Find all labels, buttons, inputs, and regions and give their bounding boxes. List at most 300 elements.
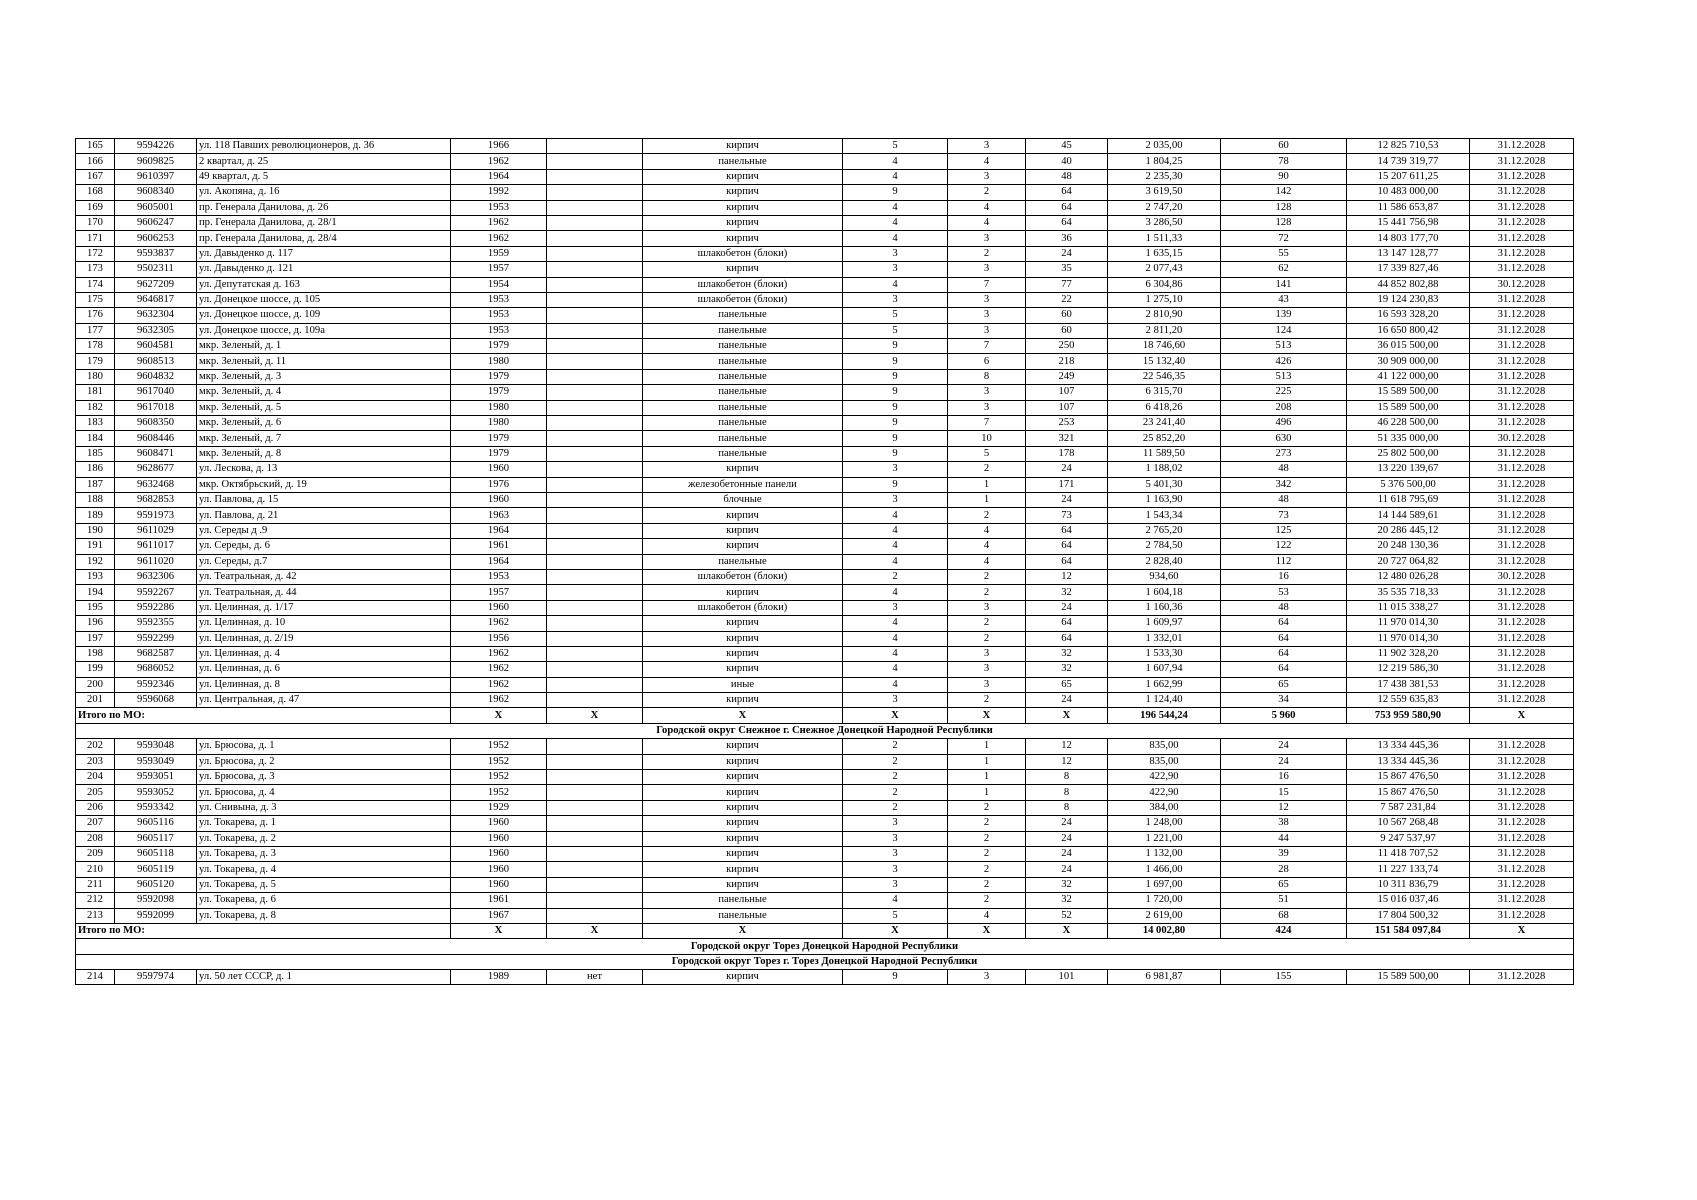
cell-residents: 72 bbox=[1221, 231, 1347, 246]
cell-address: 49 квартал, д. 5 bbox=[197, 169, 451, 184]
table-row bbox=[76, 631, 1574, 646]
cell-cost: 12 480 026,28 bbox=[1347, 569, 1470, 584]
cell-residents: 90 bbox=[1221, 169, 1347, 184]
table-row bbox=[76, 308, 1574, 323]
cell-flag bbox=[547, 569, 643, 584]
cell-year-built: 1953 bbox=[451, 292, 547, 307]
cell-floors: 3 bbox=[843, 862, 948, 877]
table-row bbox=[76, 477, 1574, 492]
cell-wall-material: кирпич bbox=[643, 539, 843, 554]
cell-building-id: 9682853 bbox=[115, 492, 197, 507]
cell-wall-material: панельные bbox=[643, 369, 843, 384]
cell-row-number: 209 bbox=[76, 846, 115, 861]
cell-cost: 15 867 476,50 bbox=[1347, 785, 1470, 800]
table-row bbox=[76, 369, 1574, 384]
cell-address: пр. Генерала Данилова, д. 28/4 bbox=[197, 231, 451, 246]
cell-building-id: 9502311 bbox=[115, 262, 197, 277]
cell-address: ул. 118 Павших революционеров, д. 36 bbox=[197, 139, 451, 154]
cell-deadline: 31.12.2028 bbox=[1470, 462, 1574, 477]
cell-wall-material: блочные bbox=[643, 492, 843, 507]
table-row bbox=[76, 323, 1574, 338]
cell-flag bbox=[547, 262, 643, 277]
cell-flag bbox=[547, 677, 643, 692]
cell-cost: 10 567 268,48 bbox=[1347, 816, 1470, 831]
table-row bbox=[76, 739, 1574, 754]
cell-apartments: 321 bbox=[1026, 431, 1108, 446]
cell-deadline: 31.12.2028 bbox=[1470, 369, 1574, 384]
cell-year-built: 1962 bbox=[451, 154, 547, 169]
cell-building-id: 9605118 bbox=[115, 846, 197, 861]
cell-building-id: 9592346 bbox=[115, 677, 197, 692]
cell-flag bbox=[547, 492, 643, 507]
total-cell: 151 584 097,84 bbox=[1347, 923, 1470, 938]
cell-residents: 225 bbox=[1221, 385, 1347, 400]
cell-entrances: 7 bbox=[948, 277, 1026, 292]
cell-year-built: 1979 bbox=[451, 431, 547, 446]
cell-row-number: 170 bbox=[76, 215, 115, 230]
table-row bbox=[76, 754, 1574, 769]
cell-year-built: 1957 bbox=[451, 585, 547, 600]
cell-wall-material: шлакобетон (блоки) bbox=[643, 569, 843, 584]
cell-entrances: 3 bbox=[948, 169, 1026, 184]
cell-cost: 11 970 014,30 bbox=[1347, 616, 1470, 631]
cell-residents: 124 bbox=[1221, 323, 1347, 338]
cell-residents: 142 bbox=[1221, 185, 1347, 200]
cell-entrances: 7 bbox=[948, 416, 1026, 431]
cell-deadline: 31.12.2028 bbox=[1470, 662, 1574, 677]
table-row bbox=[76, 893, 1574, 908]
cell-wall-material: кирпич bbox=[643, 585, 843, 600]
cell-year-built: 1979 bbox=[451, 385, 547, 400]
cell-wall-material: панельные bbox=[643, 308, 843, 323]
cell-building-id: 9608471 bbox=[115, 446, 197, 461]
cell-year-built: 1954 bbox=[451, 277, 547, 292]
cell-row-number: 203 bbox=[76, 754, 115, 769]
cell-cost: 14 739 319,77 bbox=[1347, 154, 1470, 169]
cell-building-id: 9617018 bbox=[115, 400, 197, 415]
cell-apartments: 107 bbox=[1026, 400, 1108, 415]
cell-cost: 15 441 756,98 bbox=[1347, 215, 1470, 230]
cell-wall-material: кирпич bbox=[643, 739, 843, 754]
cell-residents: 39 bbox=[1221, 846, 1347, 861]
total-cell: X bbox=[843, 923, 948, 938]
cell-address: ул. Целинная, д. 1/17 bbox=[197, 600, 451, 615]
cell-flag bbox=[547, 846, 643, 861]
cell-floors: 4 bbox=[843, 585, 948, 600]
cell-year-built: 1980 bbox=[451, 416, 547, 431]
cell-address: ул. Токарева, д. 1 bbox=[197, 816, 451, 831]
cell-apartments: 218 bbox=[1026, 354, 1108, 369]
cell-entrances: 1 bbox=[948, 739, 1026, 754]
cell-wall-material: кирпич bbox=[643, 754, 843, 769]
cell-cost: 12 219 586,30 bbox=[1347, 662, 1470, 677]
total-cell: X bbox=[547, 923, 643, 938]
table-row bbox=[76, 862, 1574, 877]
cell-entrances: 3 bbox=[948, 139, 1026, 154]
cell-residents: 16 bbox=[1221, 770, 1347, 785]
cell-wall-material: кирпич bbox=[643, 200, 843, 215]
cell-address: ул. Токарева, д. 4 bbox=[197, 862, 451, 877]
cell-residents: 128 bbox=[1221, 200, 1347, 215]
cell-building-id: 9605120 bbox=[115, 877, 197, 892]
cell-area: 384,00 bbox=[1108, 800, 1221, 815]
cell-building-id: 9592299 bbox=[115, 631, 197, 646]
cell-entrances: 2 bbox=[948, 846, 1026, 861]
cell-year-built: 1957 bbox=[451, 262, 547, 277]
cell-flag bbox=[547, 308, 643, 323]
cell-row-number: 207 bbox=[76, 816, 115, 831]
cell-entrances: 2 bbox=[948, 800, 1026, 815]
cell-residents: 513 bbox=[1221, 339, 1347, 354]
cell-residents: 68 bbox=[1221, 908, 1347, 923]
cell-row-number: 185 bbox=[76, 446, 115, 461]
cell-building-id: 9611020 bbox=[115, 554, 197, 569]
cell-floors: 4 bbox=[843, 631, 948, 646]
cell-residents: 60 bbox=[1221, 139, 1347, 154]
cell-row-number: 177 bbox=[76, 323, 115, 338]
cell-flag bbox=[547, 446, 643, 461]
cell-apartments: 45 bbox=[1026, 139, 1108, 154]
cell-building-id: 9591973 bbox=[115, 508, 197, 523]
cell-flag bbox=[547, 600, 643, 615]
cell-deadline: 31.12.2028 bbox=[1470, 877, 1574, 892]
cell-row-number: 171 bbox=[76, 231, 115, 246]
cell-entrances: 2 bbox=[948, 877, 1026, 892]
table-row bbox=[76, 585, 1574, 600]
cell-building-id: 9611017 bbox=[115, 539, 197, 554]
table-row bbox=[76, 800, 1574, 815]
cell-row-number: 199 bbox=[76, 662, 115, 677]
cell-flag bbox=[547, 739, 643, 754]
cell-cost: 25 802 500,00 bbox=[1347, 446, 1470, 461]
cell-deadline: 31.12.2028 bbox=[1470, 816, 1574, 831]
cell-wall-material: кирпич bbox=[643, 631, 843, 646]
cell-area: 25 852,20 bbox=[1108, 431, 1221, 446]
cell-entrances: 3 bbox=[948, 292, 1026, 307]
cell-address: ул. Середы, д.7 bbox=[197, 554, 451, 569]
cell-address: ул. Павлова, д. 15 bbox=[197, 492, 451, 507]
cell-deadline: 31.12.2028 bbox=[1470, 862, 1574, 877]
cell-floors: 4 bbox=[843, 523, 948, 538]
cell-floors: 9 bbox=[843, 385, 948, 400]
cell-entrances: 4 bbox=[948, 539, 1026, 554]
cell-entrances: 3 bbox=[948, 323, 1026, 338]
cell-cost: 7 587 231,84 bbox=[1347, 800, 1470, 815]
cell-year-built: 1960 bbox=[451, 846, 547, 861]
cell-residents: 342 bbox=[1221, 477, 1347, 492]
cell-year-built: 1964 bbox=[451, 554, 547, 569]
cell-apartments: 60 bbox=[1026, 323, 1108, 338]
cell-address: ул. Акопяна, д. 16 bbox=[197, 185, 451, 200]
cell-wall-material: кирпич bbox=[643, 215, 843, 230]
cell-cost: 30 909 000,00 bbox=[1347, 354, 1470, 369]
cell-entrances: 2 bbox=[948, 816, 1026, 831]
cell-entrances: 1 bbox=[948, 477, 1026, 492]
cell-floors: 9 bbox=[843, 400, 948, 415]
total-cell: 424 bbox=[1221, 923, 1347, 938]
cell-entrances: 7 bbox=[948, 339, 1026, 354]
section-header bbox=[76, 939, 1574, 954]
cell-residents: 53 bbox=[1221, 585, 1347, 600]
subsection-title: Городской округ Торез г. Торез Донецкой Народной Республики bbox=[76, 954, 1574, 969]
cell-cost: 11 586 653,87 bbox=[1347, 200, 1470, 215]
cell-entrances: 2 bbox=[948, 585, 1026, 600]
cell-year-built: 1959 bbox=[451, 246, 547, 261]
table-row bbox=[76, 200, 1574, 215]
cell-floors: 9 bbox=[843, 477, 948, 492]
cell-wall-material: шлакобетон (блоки) bbox=[643, 292, 843, 307]
cell-row-number: 180 bbox=[76, 369, 115, 384]
cell-row-number: 167 bbox=[76, 169, 115, 184]
cell-wall-material: кирпич bbox=[643, 231, 843, 246]
cell-deadline: 31.12.2028 bbox=[1470, 754, 1574, 769]
cell-deadline: 31.12.2028 bbox=[1470, 354, 1574, 369]
cell-area: 2 810,90 bbox=[1108, 308, 1221, 323]
cell-flag bbox=[547, 400, 643, 415]
cell-apartments: 8 bbox=[1026, 770, 1108, 785]
cell-apartments: 24 bbox=[1026, 462, 1108, 477]
cell-apartments: 8 bbox=[1026, 785, 1108, 800]
cell-year-built: 1929 bbox=[451, 800, 547, 815]
cell-address: мкр. Зеленый, д. 8 bbox=[197, 446, 451, 461]
cell-area: 6 304,86 bbox=[1108, 277, 1221, 292]
cell-flag bbox=[547, 816, 643, 831]
cell-row-number: 188 bbox=[76, 492, 115, 507]
cell-residents: 48 bbox=[1221, 600, 1347, 615]
cell-entrances: 4 bbox=[948, 215, 1026, 230]
cell-floors: 5 bbox=[843, 908, 948, 923]
cell-flag bbox=[547, 893, 643, 908]
cell-floors: 3 bbox=[843, 462, 948, 477]
cell-building-id: 9593051 bbox=[115, 770, 197, 785]
cell-area: 1 662,99 bbox=[1108, 677, 1221, 692]
total-cell: 753 959 580,90 bbox=[1347, 708, 1470, 723]
cell-flag bbox=[547, 339, 643, 354]
cell-apartments: 250 bbox=[1026, 339, 1108, 354]
cell-year-built: 1960 bbox=[451, 600, 547, 615]
table-row bbox=[76, 816, 1574, 831]
cell-area: 11 589,50 bbox=[1108, 446, 1221, 461]
cell-address: ул. Брюсова, д. 2 bbox=[197, 754, 451, 769]
cell-year-built: 1960 bbox=[451, 816, 547, 831]
cell-residents: 51 bbox=[1221, 893, 1347, 908]
cell-year-built: 1953 bbox=[451, 569, 547, 584]
cell-residents: 16 bbox=[1221, 569, 1347, 584]
cell-year-built: 1963 bbox=[451, 508, 547, 523]
cell-deadline: 31.12.2028 bbox=[1470, 785, 1574, 800]
cell-area: 1 221,00 bbox=[1108, 831, 1221, 846]
cell-floors: 3 bbox=[843, 831, 948, 846]
cell-address: ул. Донецкое шоссе, д. 109 bbox=[197, 308, 451, 323]
cell-row-number: 212 bbox=[76, 893, 115, 908]
cell-residents: 64 bbox=[1221, 662, 1347, 677]
cell-apartments: 64 bbox=[1026, 215, 1108, 230]
cell-deadline: 30.12.2028 bbox=[1470, 431, 1574, 446]
cell-flag bbox=[547, 200, 643, 215]
cell-address: мкр. Зеленый, д. 7 bbox=[197, 431, 451, 446]
cell-deadline: 31.12.2028 bbox=[1470, 169, 1574, 184]
table-row bbox=[76, 569, 1574, 584]
cell-wall-material: кирпич bbox=[643, 169, 843, 184]
cell-floors: 2 bbox=[843, 569, 948, 584]
cell-building-id: 9605116 bbox=[115, 816, 197, 831]
table-row bbox=[76, 554, 1574, 569]
cell-row-number: 206 bbox=[76, 800, 115, 815]
cell-wall-material: панельные bbox=[643, 431, 843, 446]
cell-flag bbox=[547, 323, 643, 338]
cell-cost: 16 593 328,20 bbox=[1347, 308, 1470, 323]
cell-address: ул. Театральная, д. 42 bbox=[197, 569, 451, 584]
cell-building-id: 9608446 bbox=[115, 431, 197, 446]
cell-floors: 3 bbox=[843, 846, 948, 861]
cell-building-id: 9604581 bbox=[115, 339, 197, 354]
cell-deadline: 31.12.2028 bbox=[1470, 477, 1574, 492]
cell-building-id: 9605119 bbox=[115, 862, 197, 877]
cell-building-id: 9592286 bbox=[115, 600, 197, 615]
cell-apartments: 107 bbox=[1026, 385, 1108, 400]
cell-apartments: 24 bbox=[1026, 693, 1108, 708]
cell-row-number: 196 bbox=[76, 616, 115, 631]
cell-flag bbox=[547, 277, 643, 292]
cell-address: мкр. Зеленый, д. 3 bbox=[197, 369, 451, 384]
cell-cost: 11 227 133,74 bbox=[1347, 862, 1470, 877]
cell-wall-material: кирпич bbox=[643, 846, 843, 861]
cell-cost: 11 970 014,30 bbox=[1347, 631, 1470, 646]
total-cell: X bbox=[643, 708, 843, 723]
cell-floors: 3 bbox=[843, 693, 948, 708]
cell-area: 835,00 bbox=[1108, 754, 1221, 769]
cell-cost: 51 335 000,00 bbox=[1347, 431, 1470, 446]
cell-building-id: 9594226 bbox=[115, 139, 197, 154]
cell-entrances: 3 bbox=[948, 646, 1026, 661]
cell-address: ул. Токарева, д. 3 bbox=[197, 846, 451, 861]
cell-wall-material: панельные bbox=[643, 893, 843, 908]
cell-area: 934,60 bbox=[1108, 569, 1221, 584]
cell-entrances: 2 bbox=[948, 246, 1026, 261]
table-row bbox=[76, 262, 1574, 277]
cell-apartments: 36 bbox=[1026, 231, 1108, 246]
cell-wall-material: панельные bbox=[643, 154, 843, 169]
cell-flag bbox=[547, 385, 643, 400]
cell-area: 3 619,50 bbox=[1108, 185, 1221, 200]
cell-entrances: 1 bbox=[948, 770, 1026, 785]
cell-floors: 9 bbox=[843, 185, 948, 200]
cell-building-id: 9632468 bbox=[115, 477, 197, 492]
cell-apartments: 249 bbox=[1026, 369, 1108, 384]
cell-area: 2 747,20 bbox=[1108, 200, 1221, 215]
table-row bbox=[76, 616, 1574, 631]
cell-residents: 64 bbox=[1221, 616, 1347, 631]
cell-row-number: 166 bbox=[76, 154, 115, 169]
cell-building-id: 9632305 bbox=[115, 323, 197, 338]
cell-floors: 4 bbox=[843, 646, 948, 661]
cell-apartments: 64 bbox=[1026, 616, 1108, 631]
section-title: Городской округ Снежное г. Снежное Донецкой Народной Республики bbox=[76, 723, 1574, 738]
table-body bbox=[76, 139, 1574, 985]
cell-flag bbox=[547, 369, 643, 384]
cell-floors: 9 bbox=[843, 970, 948, 985]
cell-flag bbox=[547, 554, 643, 569]
cell-wall-material: кирпич bbox=[643, 185, 843, 200]
cell-entrances: 4 bbox=[948, 554, 1026, 569]
cell-entrances: 2 bbox=[948, 862, 1026, 877]
cell-floors: 2 bbox=[843, 754, 948, 769]
cell-deadline: 31.12.2028 bbox=[1470, 292, 1574, 307]
cell-floors: 4 bbox=[843, 554, 948, 569]
cell-cost: 10 311 836,79 bbox=[1347, 877, 1470, 892]
table-row bbox=[76, 662, 1574, 677]
cell-wall-material: шлакобетон (блоки) bbox=[643, 277, 843, 292]
cell-building-id: 9627209 bbox=[115, 277, 197, 292]
cell-residents: 44 bbox=[1221, 831, 1347, 846]
cell-deadline: 31.12.2028 bbox=[1470, 539, 1574, 554]
cell-address: ул. Токарева, д. 5 bbox=[197, 877, 451, 892]
cell-flag bbox=[547, 508, 643, 523]
cell-year-built: 1960 bbox=[451, 862, 547, 877]
total-cell: X bbox=[1026, 923, 1108, 938]
cell-area: 22 546,35 bbox=[1108, 369, 1221, 384]
cell-apartments: 64 bbox=[1026, 200, 1108, 215]
cell-apartments: 178 bbox=[1026, 446, 1108, 461]
cell-entrances: 4 bbox=[948, 523, 1026, 538]
cell-year-built: 1989 bbox=[451, 970, 547, 985]
cell-year-built: 1962 bbox=[451, 677, 547, 692]
table-row bbox=[76, 154, 1574, 169]
cell-wall-material: панельные bbox=[643, 416, 843, 431]
cell-deadline: 31.12.2028 bbox=[1470, 139, 1574, 154]
cell-apartments: 171 bbox=[1026, 477, 1108, 492]
cell-year-built: 1962 bbox=[451, 646, 547, 661]
cell-residents: 125 bbox=[1221, 523, 1347, 538]
cell-flag bbox=[547, 831, 643, 846]
cell-wall-material: кирпич bbox=[643, 785, 843, 800]
cell-area: 5 401,30 bbox=[1108, 477, 1221, 492]
cell-entrances: 1 bbox=[948, 754, 1026, 769]
cell-entrances: 4 bbox=[948, 200, 1026, 215]
cell-cost: 14 144 589,61 bbox=[1347, 508, 1470, 523]
cell-flag bbox=[547, 154, 643, 169]
cell-floors: 5 bbox=[843, 323, 948, 338]
table-row bbox=[76, 600, 1574, 615]
cell-address: ул. Токарева, д. 2 bbox=[197, 831, 451, 846]
cell-flag bbox=[547, 862, 643, 877]
cell-residents: 24 bbox=[1221, 739, 1347, 754]
cell-entrances: 2 bbox=[948, 462, 1026, 477]
cell-address: пр. Генерала Данилова, д. 28/1 bbox=[197, 215, 451, 230]
cell-residents: 426 bbox=[1221, 354, 1347, 369]
table-row bbox=[76, 431, 1574, 446]
cell-building-id: 9605117 bbox=[115, 831, 197, 846]
cell-wall-material: кирпич bbox=[643, 800, 843, 815]
cell-wall-material: шлакобетон (блоки) bbox=[643, 246, 843, 261]
cell-building-id: 9605001 bbox=[115, 200, 197, 215]
cell-apartments: 24 bbox=[1026, 862, 1108, 877]
cell-entrances: 3 bbox=[948, 600, 1026, 615]
cell-floors: 9 bbox=[843, 354, 948, 369]
cell-building-id: 9686052 bbox=[115, 662, 197, 677]
cell-building-id: 9593052 bbox=[115, 785, 197, 800]
cell-address: пр. Генерала Данилова, д. 26 bbox=[197, 200, 451, 215]
cell-address: мкр. Зеленый, д. 4 bbox=[197, 385, 451, 400]
cell-entrances: 3 bbox=[948, 231, 1026, 246]
cell-apartments: 12 bbox=[1026, 569, 1108, 584]
cell-floors: 2 bbox=[843, 800, 948, 815]
cell-floors: 9 bbox=[843, 446, 948, 461]
cell-row-number: 168 bbox=[76, 185, 115, 200]
cell-apartments: 35 bbox=[1026, 262, 1108, 277]
total-row bbox=[76, 923, 1574, 938]
cell-wall-material: кирпич bbox=[643, 646, 843, 661]
